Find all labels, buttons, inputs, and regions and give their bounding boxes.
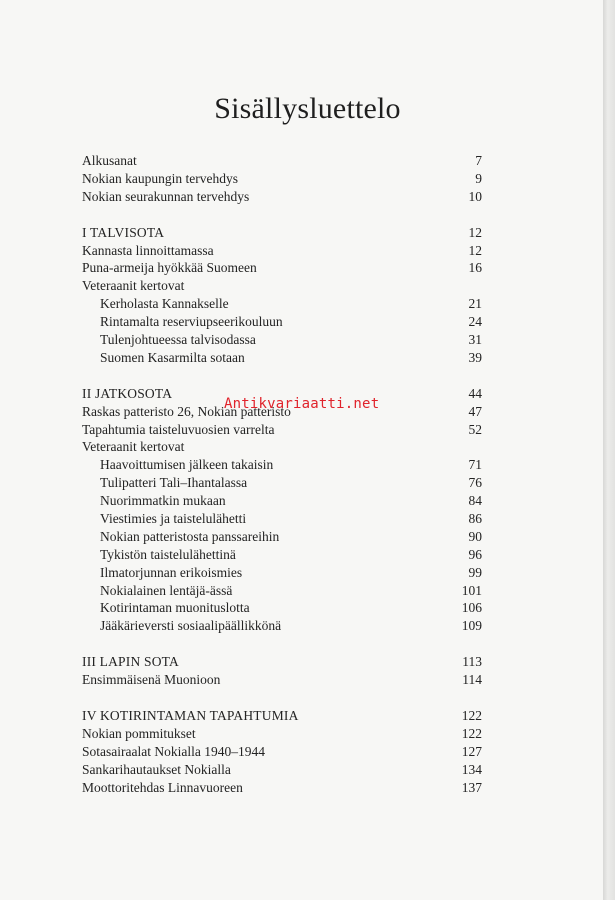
toc-entry-title: Tulenjohtueessa talvisodassa xyxy=(100,332,256,348)
toc-page-number: 47 xyxy=(468,403,482,419)
toc-page-number: 52 xyxy=(468,421,482,437)
toc-page-number: 96 xyxy=(468,546,482,562)
toc-entry xyxy=(82,438,482,456)
toc-entry-title: I TALVISOTA xyxy=(82,224,165,240)
toc-entry-title: Sotasairaalat Nokialla 1940–1944 xyxy=(82,743,265,759)
toc-entry xyxy=(82,725,482,743)
toc-page-number: 10 xyxy=(468,188,482,204)
toc-entry-title: Kerholasta Kannakselle xyxy=(100,296,229,312)
toc-entry-title: Viestimies ja taistelulähetti xyxy=(100,511,247,527)
toc-page-number: 99 xyxy=(468,564,482,580)
toc-page-number: 44 xyxy=(468,385,482,401)
toc-part-heading xyxy=(82,653,482,671)
toc-entry xyxy=(82,671,482,689)
toc-page-number: 113 xyxy=(462,654,482,670)
toc-page-number: 86 xyxy=(468,511,482,527)
toc-entry-title: Suomen Kasarmilta sotaan xyxy=(100,349,245,365)
toc-entry xyxy=(82,242,482,260)
toc-page-number: 7 xyxy=(475,153,482,168)
toc-page-number: 90 xyxy=(468,528,482,544)
toc-entry xyxy=(82,779,482,797)
toc-page-number: 84 xyxy=(468,493,482,509)
toc-entry xyxy=(82,474,482,492)
toc-entry xyxy=(82,188,482,206)
page-edge xyxy=(603,0,615,900)
toc-entry-title: Rintamalta reserviupseerikouluun xyxy=(100,314,283,330)
toc-section xyxy=(82,385,482,635)
toc-entry xyxy=(82,313,482,331)
toc-section xyxy=(82,707,482,796)
toc-entry xyxy=(82,743,482,761)
toc-page-number: 16 xyxy=(468,260,482,276)
toc-page-number: 21 xyxy=(468,296,482,312)
toc-entry xyxy=(82,582,482,600)
toc-entry xyxy=(82,170,482,188)
watermark: Antikvariaatti.net xyxy=(224,396,380,412)
toc-page-number: 109 xyxy=(461,618,482,634)
toc-page-number: 122 xyxy=(461,725,482,741)
toc-entry-title: Ilmatorjunnan erikoismies xyxy=(100,564,243,580)
toc-entry-title: Nokian seurakunnan tervehdys xyxy=(82,188,250,204)
toc-page-number: 31 xyxy=(468,332,482,348)
toc-page-number: 106 xyxy=(461,600,482,616)
toc-page-number: 24 xyxy=(468,314,482,330)
toc-entry-title: Veteraanit kertovat xyxy=(82,278,185,294)
toc-entry-title: Kotirintaman muonituslotta xyxy=(100,600,250,616)
toc-entry-title: III LAPIN SOTA xyxy=(82,654,179,670)
toc-entry-title: Veteraanit kertovat xyxy=(82,439,185,455)
toc-entry xyxy=(82,528,482,546)
toc-page-number: 12 xyxy=(468,224,482,240)
toc-entry xyxy=(82,510,482,528)
toc-entry xyxy=(82,492,482,510)
toc-entry-title: Tapahtumia taisteluvuosien varrelta xyxy=(82,421,275,437)
toc-entry-title: Nuorimmatkin mukaan xyxy=(100,493,226,509)
toc-entry xyxy=(82,546,482,564)
toc-section xyxy=(82,152,482,206)
toc-page-number: 71 xyxy=(468,457,482,473)
toc-entry xyxy=(82,564,482,582)
page-title: Sisällysluettelo xyxy=(214,92,401,125)
toc-part-heading xyxy=(82,224,482,242)
toc-page-number: 127 xyxy=(461,743,482,759)
toc-entry xyxy=(82,761,482,779)
toc-page-number: 9 xyxy=(475,170,482,186)
toc-entry xyxy=(82,599,482,617)
toc-page-number: 39 xyxy=(468,349,482,365)
toc-entry-title: Ensimmäisenä Muonioon xyxy=(82,672,221,688)
toc-page-number: 101 xyxy=(461,582,482,598)
toc-page-number: 114 xyxy=(462,672,482,688)
toc-entry xyxy=(82,259,482,277)
toc-entry-title: IV KOTIRINTAMAN TAPAHTUMIA xyxy=(82,708,299,724)
toc-entry xyxy=(82,331,482,349)
toc-entry-title: Puna-armeija hyökkää Suomeen xyxy=(82,260,257,276)
toc-entry-title: Tykistön taistelulähettinä xyxy=(100,546,236,562)
toc-entry-title: Nokian patteristosta panssareihin xyxy=(100,528,280,544)
toc-entry xyxy=(82,421,482,439)
toc-page-number: 122 xyxy=(461,708,482,724)
toc-page-number: 76 xyxy=(468,475,482,491)
toc-entry-title: Tulipatteri Tali–Ihantalassa xyxy=(100,475,248,491)
toc-entry xyxy=(82,617,482,635)
toc-entry-title: Nokian kaupungin tervehdys xyxy=(82,170,238,186)
toc-entry-title: Sankarihautaukset Nokialla xyxy=(82,761,231,777)
toc-entry-title: Nokian pommitukset xyxy=(82,725,196,741)
toc-section xyxy=(82,653,482,689)
toc-entry-title: Alkusanat xyxy=(82,153,137,168)
toc-entry-title: Jääkärieversti sosiaalipäällikkönä xyxy=(100,618,282,634)
toc-section xyxy=(82,224,482,367)
toc-entry xyxy=(82,277,482,295)
table-of-contents xyxy=(82,152,482,815)
toc-entry-title: Moottoritehdas Linnavuoreen xyxy=(82,779,243,795)
toc-entry xyxy=(82,152,482,170)
toc-part-heading xyxy=(82,707,482,725)
toc-entry-title: Nokialainen lentäjä-ässä xyxy=(100,582,233,598)
toc-entry xyxy=(82,349,482,367)
toc-entry xyxy=(82,295,482,313)
toc-page-number: 12 xyxy=(468,242,482,258)
toc-entry xyxy=(82,456,482,474)
toc-page-number: 137 xyxy=(461,779,482,795)
toc-entry-title: Haavoittumisen jälkeen takaisin xyxy=(100,457,274,473)
toc-entry-title: II JATKOSOTA xyxy=(82,385,173,401)
toc-entry-title: Kannasta linnoittamassa xyxy=(82,242,214,258)
toc-entry-title: Raskas patteristo 26, Nokian patteristo xyxy=(82,403,291,419)
toc-page-number: 134 xyxy=(461,761,482,777)
